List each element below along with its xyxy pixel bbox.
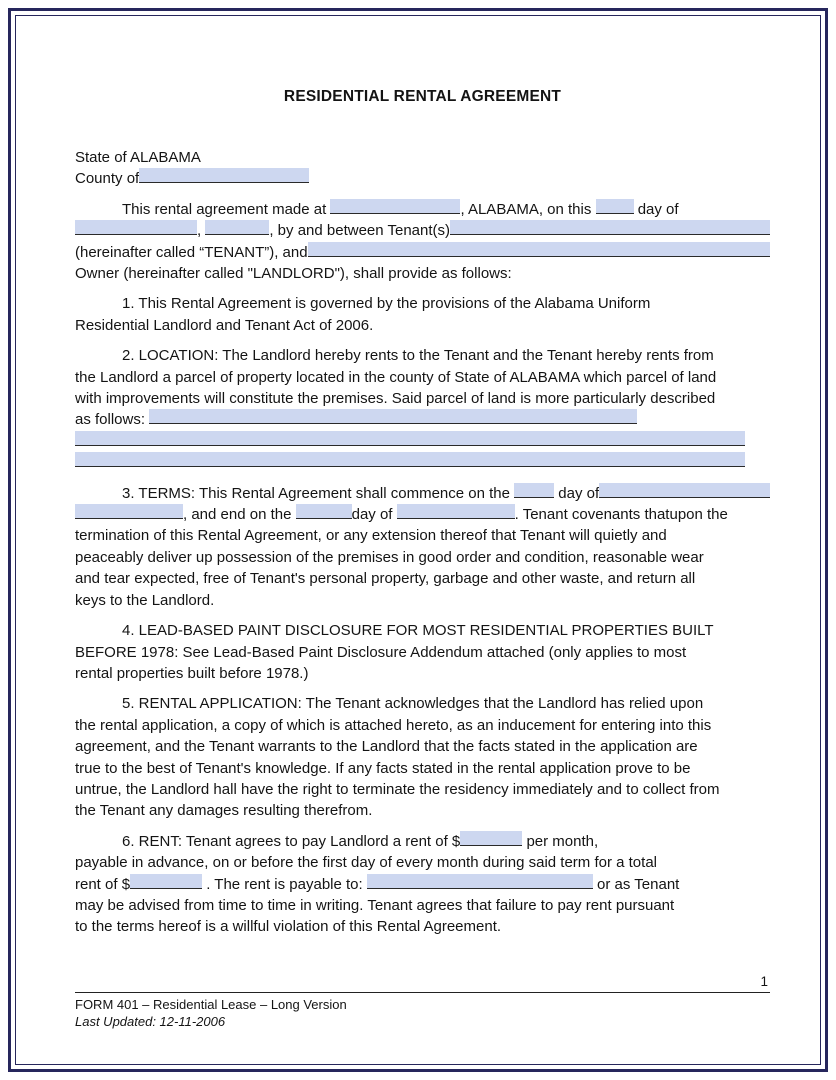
text-segment: . The rent is payable to:	[202, 875, 367, 893]
text-line	[75, 590, 770, 611]
text-segment: the rental application, a copy of which is attached hereto, as an inducement for entering into this	[75, 716, 712, 734]
text-line	[75, 168, 770, 189]
footer-form-name: FORM 401 – Residential Lease – Long Version	[75, 997, 347, 1012]
text-segment: day of	[554, 484, 600, 502]
field-county[interactable]	[139, 168, 309, 183]
text-segment: , and end on the	[183, 506, 296, 524]
text-segment: true to the best of Tenant's knowledge. If any facts stated in the rental application prove to be	[75, 759, 691, 777]
text-line	[75, 736, 770, 757]
field-month[interactable]	[75, 220, 197, 235]
text-segment: BEFORE 1978: See Lead-Based Paint Disclosure Addendum attached (only applies to most	[75, 643, 687, 661]
field-owner-name[interactable]	[308, 242, 770, 257]
field-rent-payable-to[interactable]	[367, 874, 593, 889]
text-segment: State of ALABAMA	[75, 149, 201, 166]
text-line	[75, 852, 770, 873]
text-segment: 5. RENTAL APPLICATION: The Tenant acknowledges that the Landlord has relied upon	[122, 695, 704, 713]
field-property-description-line-1[interactable]	[149, 409, 637, 424]
text-line	[75, 263, 770, 284]
field-end-month[interactable]	[397, 504, 515, 519]
document-content	[75, 88, 770, 947]
text-line	[75, 147, 770, 168]
text-segment: (hereinafter called “TENANT”), and	[75, 243, 308, 261]
field-year[interactable]	[205, 220, 269, 235]
text-segment: rent of $	[75, 875, 131, 893]
text-line	[75, 642, 770, 663]
text-line	[75, 758, 770, 779]
text-segment: termination of this Rental Agreement, or any extension thereof that Tenant will quietly and	[75, 527, 667, 545]
text-segment: agreement, and the Tenant warrants to the Landlord that the facts stated in the application are	[75, 738, 698, 756]
text-line	[75, 293, 770, 314]
text-segment: as follows:	[75, 411, 150, 429]
text-segment: , by and between Tenant(s)	[269, 222, 451, 240]
text-segment: . Tenant covenants thatupon the	[514, 506, 728, 524]
text-line	[75, 663, 770, 684]
text-line	[75, 315, 770, 336]
paragraph-section-6-rent	[75, 831, 770, 938]
text-line	[75, 620, 770, 641]
text-segment: untrue, the Landlord hall have the right to terminate the residency immediately and to collect from	[75, 780, 720, 798]
text-line	[75, 547, 770, 568]
text-line	[75, 220, 770, 241]
text-segment: payable in advance, on or before the first day of every month during said term for a total	[75, 854, 657, 872]
text-segment: may be advised from time to time in writing. Tenant agrees that failure to pay rent pursuant	[75, 896, 675, 914]
text-segment: County of	[75, 170, 140, 188]
text-line	[75, 525, 770, 546]
text-line	[75, 874, 770, 895]
text-line	[75, 242, 770, 263]
text-segment: per month,	[522, 832, 599, 850]
text-segment: the Landlord a parcel of property located in the county of State of ALABAMA which parcel of land	[75, 368, 717, 386]
text-segment: keys to the Landlord.	[75, 591, 215, 609]
text-segment: rental properties built before 1978.)	[75, 664, 309, 682]
text-segment: 2. LOCATION: The Landlord hereby rents to the Tenant and the Tenant hereby rents from	[122, 347, 714, 365]
text-line	[75, 779, 770, 800]
text-line	[75, 345, 770, 366]
text-segment: day of	[633, 200, 679, 218]
text-line	[75, 504, 770, 525]
paragraph-section-3-terms	[75, 483, 770, 611]
page-footer	[75, 974, 770, 1030]
text-segment: to the terms hereof is a willful violation of this Rental Agreement.	[75, 918, 502, 936]
text-line	[75, 409, 770, 430]
page-number: 1	[760, 974, 768, 989]
text-segment: 1. This Rental Agreement is governed by the provisions of the Alabama Uniform	[122, 295, 651, 313]
document-body	[75, 147, 770, 938]
text-segment: ,	[197, 222, 206, 240]
text-segment: Residential Landlord and Tenant Act of 2006.	[75, 316, 374, 334]
text-segment: Owner (hereinafter called "LANDLORD"), shall provide as follows:	[75, 265, 512, 283]
field-commencement-year[interactable]	[75, 504, 183, 519]
field-end-day[interactable]	[296, 504, 352, 519]
text-segment: and tear expected, free of Tenant's personal property, garbage and other waste, and return all	[75, 570, 696, 588]
text-line	[75, 568, 770, 589]
paragraph-intro	[75, 199, 770, 285]
text-segment: , ALABAMA, on this	[460, 200, 596, 218]
field-commencement-day[interactable]	[514, 483, 554, 498]
text-line	[75, 452, 770, 473]
text-line	[75, 715, 770, 736]
text-line	[75, 483, 770, 504]
text-line	[75, 800, 770, 821]
text-line	[75, 388, 770, 409]
text-segment: 3. TERMS: This Rental Agreement shall commence on the	[122, 484, 515, 502]
text-line	[75, 693, 770, 714]
text-segment: day of	[351, 506, 397, 524]
paragraph-section-4-lead-paint	[75, 620, 770, 684]
text-segment: the Tenant any damages resulting therefrom.	[75, 802, 373, 820]
text-line	[75, 916, 770, 937]
text-line	[75, 895, 770, 916]
paragraph-section-1-governing-law	[75, 293, 770, 336]
text-segment: 4. LEAD-BASED PAINT DISCLOSURE FOR MOST RESIDENTIAL PROPERTIES BUILT	[122, 622, 714, 640]
field-total-rent-amount[interactable]	[130, 874, 202, 889]
text-segment: peaceably deliver up possession of the premises in good order and condition, reasonable wear	[75, 548, 704, 566]
document-title: RESIDENTIAL RENTAL AGREEMENT	[283, 88, 562, 105]
text-segment: or as Tenant	[592, 875, 680, 893]
footer-last-updated: Last Updated: 12-11-2006	[75, 1014, 226, 1029]
field-property-description-line-2[interactable]	[75, 431, 745, 446]
paragraph-section-2-location	[75, 345, 770, 473]
text-line	[75, 367, 770, 388]
text-line	[75, 199, 770, 220]
paragraph-section-5-rental-application	[75, 693, 770, 821]
field-tenant-names[interactable]	[450, 220, 770, 235]
text-segment: 6. RENT: Tenant agrees to pay Landlord a rent of $	[122, 832, 461, 850]
paragraph-state-county	[75, 147, 770, 190]
field-monthly-rent-amount[interactable]	[460, 831, 522, 846]
text-segment: with improvements will constitute the premises. Said parcel of land is more particularly described	[75, 390, 716, 408]
field-commencement-month[interactable]	[599, 483, 770, 498]
text-line	[75, 831, 770, 852]
field-property-description-line-3[interactable]	[75, 452, 745, 467]
field-city[interactable]	[330, 199, 460, 214]
text-line	[75, 431, 770, 452]
field-day[interactable]	[596, 199, 634, 214]
text-segment: This rental agreement made at	[122, 200, 331, 218]
footer-divider	[75, 992, 770, 993]
